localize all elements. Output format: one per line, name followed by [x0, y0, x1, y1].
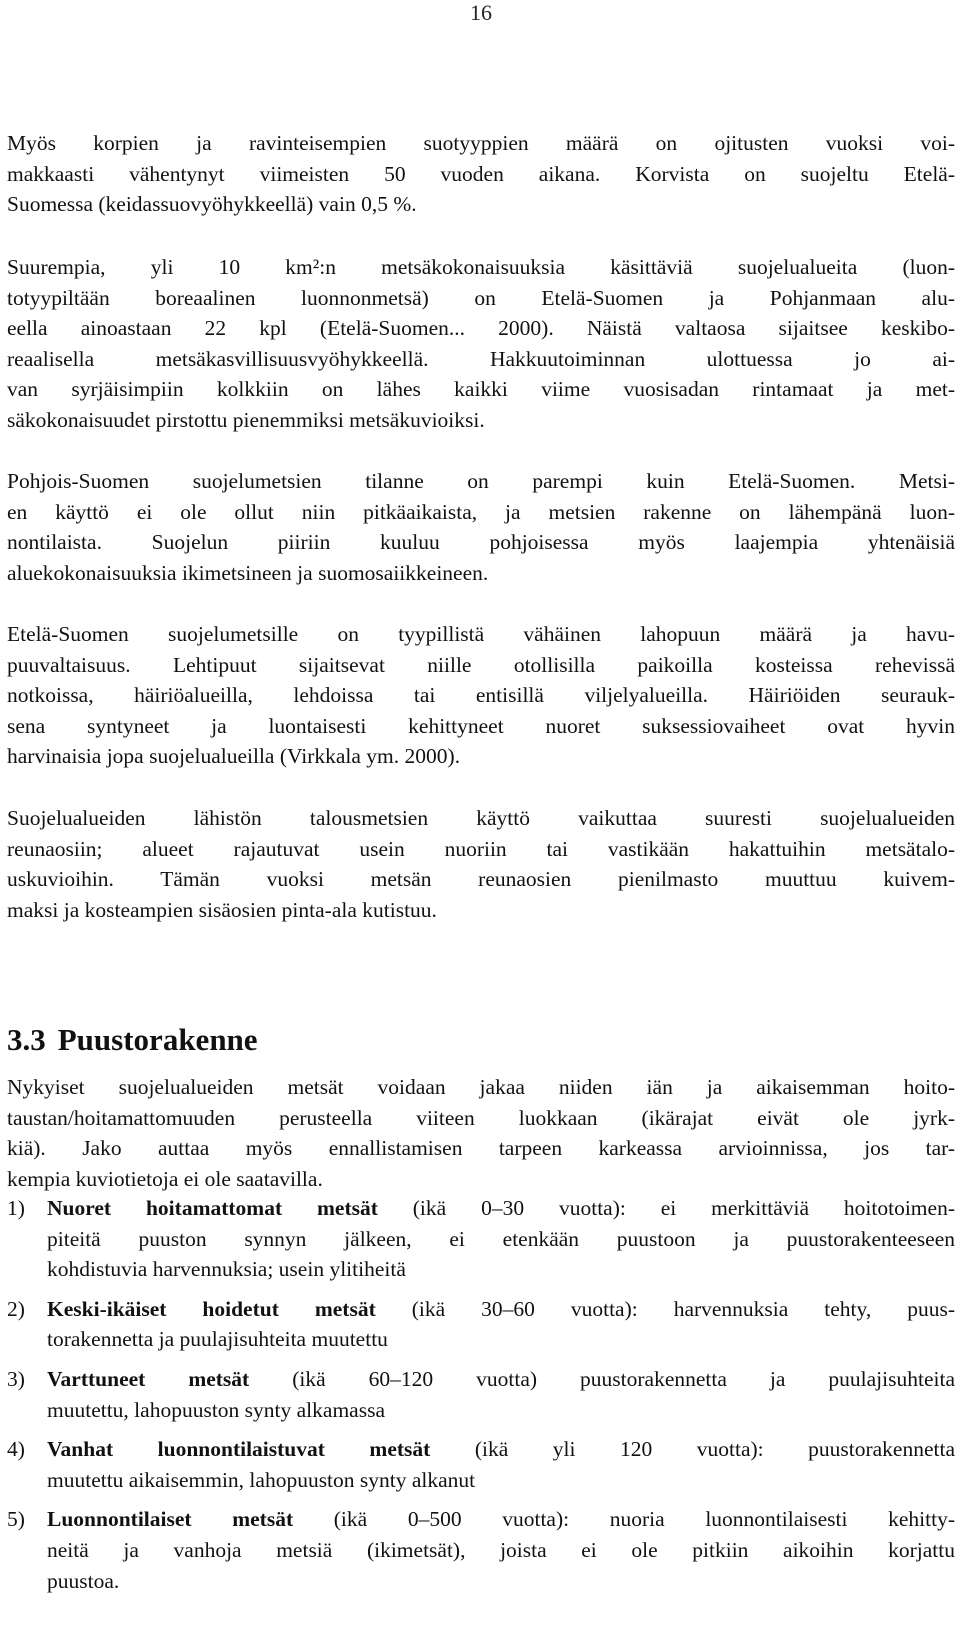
text-line: [47, 1504, 955, 1535]
paragraph-puustorakenne: [7, 1072, 955, 1194]
text-line: makkaasti vähentynyt viimeisten 50 vuoden aikana. Korvista on suojeltu Etelä-: [7, 161, 955, 186]
text-line: Pohjois-Suomen suojelumetsien tilanne on parempi kuin Etelä-Suomen. Metsi-: [7, 469, 955, 493]
paragraph-korvet: [7, 128, 955, 220]
section-heading: [7, 1020, 258, 1060]
text-line: puustoa.: [47, 1568, 120, 1593]
section-number: 3.3: [7, 1022, 46, 1057]
text-line: uskuvioihin. Tämän vuoksi metsän reunaosien pienilmasto muuttuu kuivem-: [7, 867, 955, 892]
class-description: (ikä 0–500 vuotta): nuoria luonnontilaisesti kehitty-: [293, 1507, 955, 1532]
text-line: reaalisella metsäkasvillisuusvyöhykkeellä. Hakkuutoiminnan ulottuessa jo ai-: [7, 346, 955, 371]
list-marker: 2): [7, 1296, 25, 1321]
text-line: torakennetta ja puulajisuhteita muutettu: [47, 1327, 388, 1352]
text-line: neitä ja vanhoja metsiä (ikimetsät), joista ei ole pitkiin aikoihin korjattu: [47, 1537, 955, 1562]
text-line: muutettu, lahopuuston synty alkamassa: [47, 1397, 385, 1422]
text-line: van syrjäisimpiin kolkkiin on lähes kaikki viime vuosisadan rintamaat ja met-: [7, 377, 955, 402]
text-line: säkokonaisuudet pirstottu pienemmiksi metsäkuvioiksi.: [7, 407, 485, 432]
class-description: (ikä 0–30 vuotta): ei merkittäviä hoitotoimen-: [377, 1196, 955, 1220]
paragraph-suojelualueet: [7, 252, 955, 436]
class-description: (ikä 60–120 vuotta) puustorakennetta ja puulajisuhteita: [249, 1366, 955, 1391]
list-item: [7, 1434, 955, 1495]
text-line: Etelä-Suomen suojelumetsille on tyypillistä vähäinen lahopuun määrä ja havu-: [7, 622, 955, 646]
text-line: notkoissa, häiriöalueilla, lehdoissa tai entisillä viljelyalueilla. Häiriöiden seurauk-: [7, 683, 955, 708]
text-line: Myös korpien ja ravinteisempien suotyyppien määrä on ojitusten vuoksi voi-: [7, 131, 955, 155]
text-line: taustan/hoitamattomuuden perusteella viiteen luokkaan (ikärajat eivät ole jyrk-: [7, 1105, 955, 1130]
list-item: [7, 1504, 955, 1596]
text-line: Suurempia, yli 10 km²:n metsäkokonaisuuksia käsittäviä suojelualueita (luon-: [7, 255, 955, 279]
text-line: sena syntyneet ja luontaisesti kehittyneet nuoret suksessiovaiheet ovat hyvin: [7, 713, 955, 738]
text-line: [47, 1364, 955, 1395]
text-line: harvinaisia jopa suojelualueilla (Virkkala ym. 2000).: [7, 744, 461, 769]
text-line: kiä). Jako auttaa myös ennallistamisen tarpeen karkeassa arvioinnissa, jos tar-: [7, 1136, 955, 1161]
text-line: Suojelualueiden lähistön talousmetsien käyttö vaikuttaa suuresti suojelualueiden: [7, 806, 955, 830]
class-name: Vanhat luonnontilaistuvat metsät: [47, 1437, 431, 1462]
text-line: piteitä puuston synnyn jälkeen, ei etenkään puustoon ja puustorakenteeseen: [47, 1226, 955, 1251]
class-description: (ikä yli 120 vuotta): puustorakennetta: [430, 1437, 955, 1462]
list-marker: 3): [7, 1366, 25, 1391]
text-line: reunaosiin; alueet rajautuvat usein nuoriin tai vastikään hakattuihin metsätalo-: [7, 836, 955, 861]
text-line: maksi ja kosteampien sisäosien pinta-ala kutistuu.: [7, 897, 437, 922]
page-number: 16: [470, 0, 492, 25]
list-marker: 1): [7, 1196, 25, 1220]
list-item: [7, 1193, 955, 1285]
text-line: [47, 1434, 955, 1465]
class-description: (ikä 30–60 vuotta): harvennuksia tehty, puus-: [375, 1296, 956, 1321]
text-line: eella ainoastaan 22 kpl (Etelä-Suomen... 2000). Näistä valtaosa sijaitsee keskibo-: [7, 316, 955, 341]
list-marker: 4): [7, 1437, 25, 1462]
class-name: Nuoret hoitamattomat metsät: [47, 1196, 378, 1220]
class-name: Keski-ikäiset hoidetut metsät: [47, 1296, 376, 1321]
class-name: Varttuneet metsät: [47, 1366, 250, 1391]
text-line: puuvaltaisuus. Lehtipuut sijaitsevat niille otollisilla paikoilla kosteissa rehevissä: [7, 652, 955, 677]
list-marker: 5): [7, 1507, 25, 1532]
section-title: Puustorakenne: [57, 1022, 258, 1057]
paragraph-talousmetsat: [7, 803, 955, 925]
paragraph-etela-suomi: [7, 619, 955, 772]
text-line: muutettu aikaisemmin, lahopuuston synty alkanut: [47, 1467, 476, 1492]
text-line: nontilaista. Suojelun piiriin kuuluu pohjoisessa myös laajempia yhtenäisiä: [7, 530, 955, 555]
forest-class-list: [7, 1193, 955, 1605]
text-line: aluekokonaisuuksia ikimetsineen ja suomosaiikkeineen.: [7, 560, 489, 585]
text-line: Nykyiset suojelualueiden metsät voidaan jakaa niiden iän ja aikaisemman hoito-: [7, 1075, 955, 1099]
list-item: [7, 1364, 955, 1425]
text-line: Suomessa (keidassuovyöhykkeellä) vain 0,5 %.: [7, 192, 417, 217]
text-line: en käyttö ei ole ollut niin pitkäaikaista, ja metsien rakenne on lähempänä luon-: [7, 499, 955, 524]
paragraph-pohjois-suomi: [7, 466, 955, 588]
class-name: Luonnontilaiset metsät: [47, 1507, 294, 1532]
text-line: kohdistuvia harvennuksia; usein ylitiheitä: [47, 1257, 406, 1282]
text-line: totyypiltään boreaalinen luonnonmetsä) on Etelä-Suomen ja Pohjanmaan alu-: [7, 285, 955, 310]
text-line: kempia kuviotietoja ei ole saatavilla.: [7, 1166, 323, 1191]
text-line: [47, 1294, 955, 1325]
text-line: [47, 1193, 955, 1224]
list-item: [7, 1294, 955, 1355]
